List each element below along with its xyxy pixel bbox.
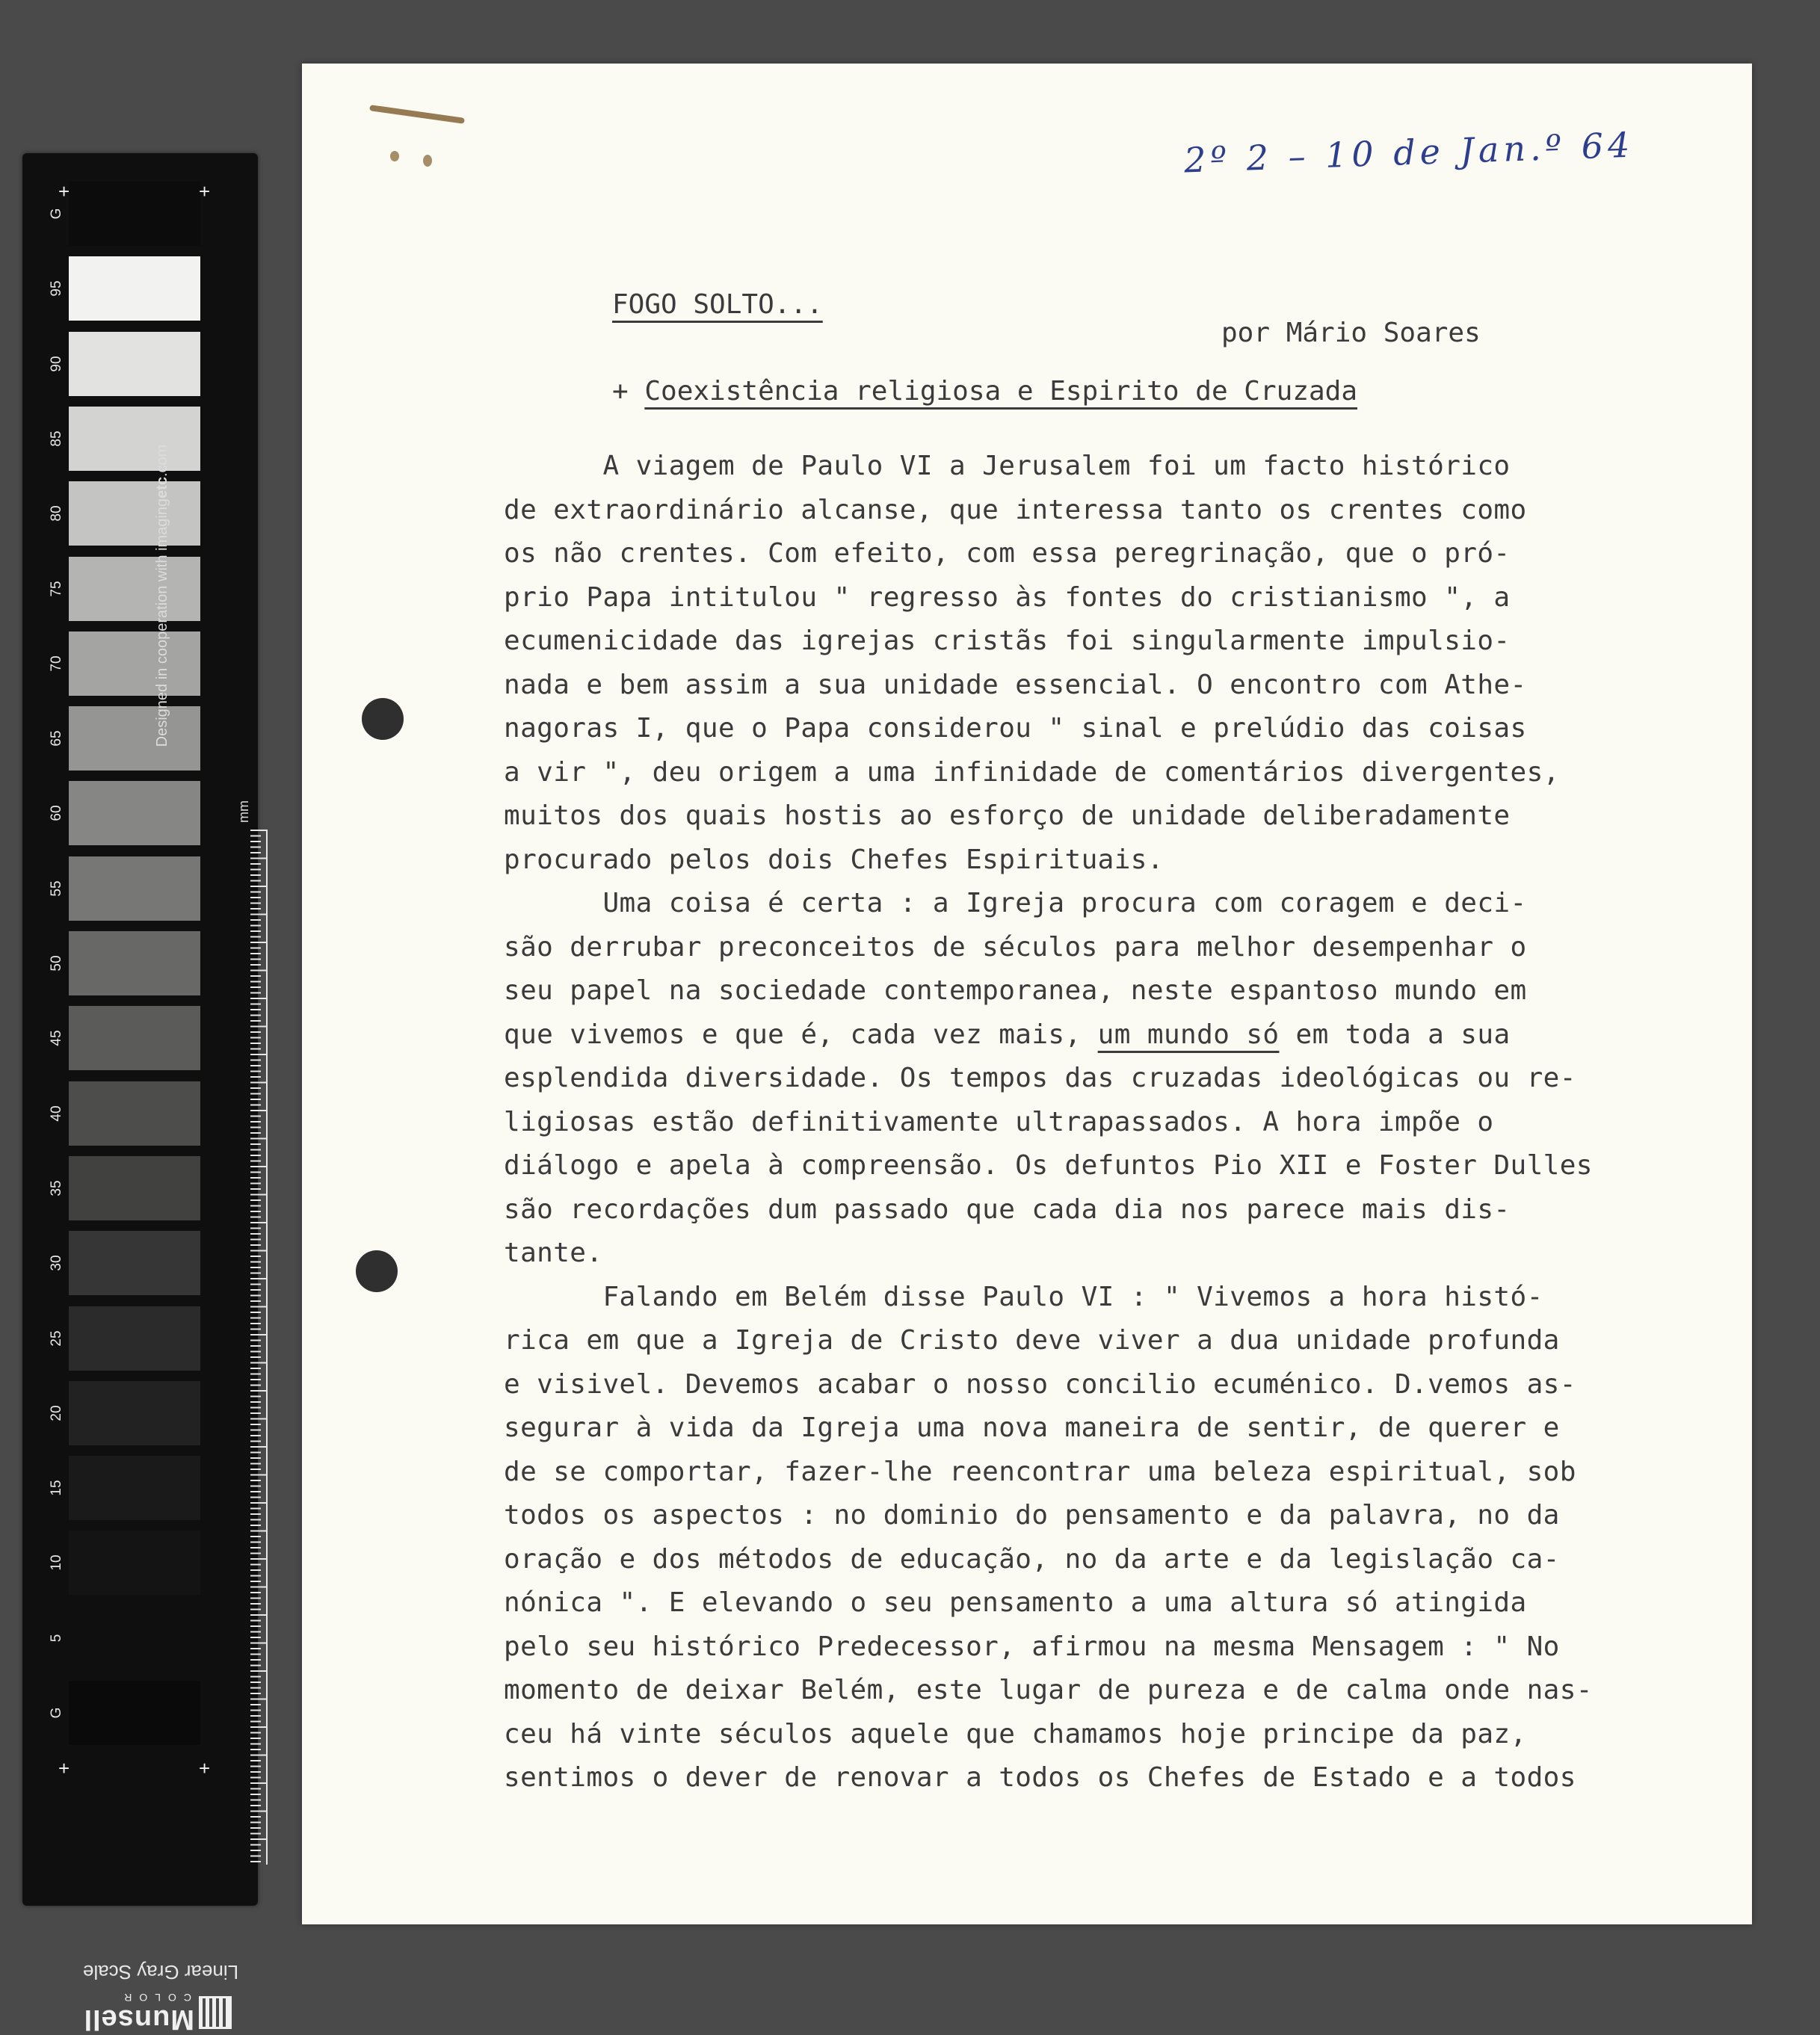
gray-patch-label: 55 [49, 880, 64, 897]
text-line: procurado pelos dois Chefes Espirituais. [504, 844, 1164, 875]
author-line: por Mário Soares [1221, 318, 1481, 348]
munsell-brand: Munsell [83, 2004, 194, 2035]
text-line: seu papel na sociedade contemporanea, neste espantoso mundo em [504, 975, 1527, 1006]
plus-mark-top-right: + [199, 180, 211, 203]
gray-patch [69, 931, 200, 995]
gray-patch [69, 407, 200, 471]
text-line: Falando em Belém disse Paulo VI : " Vivemos a hora histó- [504, 1281, 1543, 1312]
gray-patch-label: 60 [49, 805, 64, 821]
punch-hole-top [362, 698, 404, 740]
text-line: nónica ". E elevando o seu pensamento a uma altura só atingida [504, 1587, 1527, 1618]
gray-patch [69, 481, 200, 546]
gray-patch [69, 1231, 200, 1295]
plus-mark-top-left: + [58, 180, 70, 203]
text-line: nada e bem assim a sua unidade essencial. O encontro com Athe- [504, 669, 1527, 700]
text-line: diálogo e apela à compreensão. Os defuntos Pio XII e Foster Dulles [504, 1150, 1593, 1181]
rust-staple-mark [369, 105, 465, 124]
text-line: de se comportar, fazer-lhe reencontrar uma beleza espiritual, sob [504, 1456, 1576, 1487]
text-line: Uma coisa é certa : a Igreja procura com coragem e deci- [504, 888, 1527, 918]
subheading [612, 376, 1357, 407]
gray-patch [69, 1531, 200, 1595]
plus-mark-bottom-right: + [199, 1757, 211, 1779]
gray-patch-label: 85 [49, 430, 64, 447]
document-title: FOGO SOLTO... [612, 289, 823, 320]
gray-patch-label: 35 [49, 1180, 64, 1196]
text-line: segurar à vida da Igreja uma nova maneira de sentir, de querer e [504, 1412, 1560, 1443]
scale-title: Linear Gray Scale [82, 1961, 239, 1983]
munsell-sub: COLOR [117, 1992, 191, 2004]
gray-patch [69, 557, 200, 621]
gray-patch-label: 5 [49, 1634, 64, 1642]
credit-text: Designed in cooperation with imagingetc.com [154, 444, 170, 747]
body-text [504, 445, 1737, 1800]
gray-patch-label: 50 [49, 955, 64, 972]
gray-patch-label: 80 [49, 505, 64, 522]
gray-patch [69, 1606, 200, 1670]
gray-patch-label: 10 [49, 1554, 64, 1571]
gray-patch [69, 1681, 200, 1745]
ruler-unit: mm [236, 800, 251, 823]
gray-patch [69, 1156, 200, 1220]
gray-patch [69, 1456, 200, 1520]
gray-patch [69, 706, 200, 771]
ruler-major-ticks [250, 830, 267, 1865]
gray-patch-label: 90 [49, 356, 64, 372]
gray-patch-label: 95 [49, 280, 64, 297]
ruler-edge [266, 830, 268, 1865]
text-line: muitos dos quais hostis ao esforço de unidade deliberadamente [504, 800, 1511, 831]
gray-patch [69, 1081, 200, 1146]
text-line: rica em que a Igreja de Cristo deve viver a dua unidade profunda [504, 1325, 1560, 1356]
gray-patch-label: 65 [49, 730, 64, 747]
text-line: são derrubar preconceitos de séculos para melhor desempenhar o [504, 931, 1527, 963]
text-line: tante. [504, 1238, 603, 1268]
gray-patch [69, 182, 200, 246]
text-line: pelo seu histórico Predecessor, afirmou na mesma Mensagem : " No [504, 1631, 1560, 1662]
text-line: esplendida diversidade. Os tempos das cruzadas ideológicas ou re- [504, 1063, 1576, 1093]
text-line: de extraordinário alcanse, que interessa tanto os crentes como [504, 494, 1527, 525]
gray-patch-label: 70 [49, 655, 64, 672]
gray-patch [69, 332, 200, 396]
gray-patch [69, 856, 200, 921]
text-line [504, 1013, 1737, 1057]
text-line: ceu há vinte séculos aquele que chamamos hoje principe da paz, [504, 1718, 1527, 1750]
gray-patch [69, 1306, 200, 1371]
munsell-logo-icon [199, 1996, 232, 2029]
gray-patch [69, 256, 200, 321]
munsell-logo [75, 1993, 247, 2035]
gray-scale-card [22, 153, 258, 2035]
text-line: momento de deixar Belém, este lugar de pureza e de calma onde nas- [504, 1675, 1593, 1705]
gray-patch-label: 45 [49, 1030, 64, 1046]
document-page [302, 64, 1752, 1924]
gray-patch-label: 30 [49, 1255, 64, 1271]
gray-patch [69, 1006, 200, 1070]
gray-patch-label: G [49, 208, 64, 220]
gray-patch-label: 40 [49, 1105, 64, 1122]
text-segment: que vivemos e que é, cada vez mais, [504, 1019, 1098, 1050]
gray-patch-label: 75 [49, 580, 64, 597]
plus-mark-bottom-left: + [58, 1757, 70, 1779]
rust-spot [423, 155, 432, 167]
gray-patch [69, 1381, 200, 1445]
text-line: ecumenicidade das igrejas cristãs foi singularmente impulsio- [504, 626, 1511, 656]
gray-patch-label: 15 [49, 1480, 64, 1496]
text-line: são recordações dum passado que cada dia nos parece mais dis- [504, 1193, 1511, 1225]
text-line: todos os aspectos : no dominio do pensamento e da palavra, no da [504, 1500, 1560, 1531]
text-line: oração e dos métodos de educação, no da arte e da legislação ca- [504, 1543, 1560, 1575]
gray-patch-label: G [49, 1707, 64, 1719]
text-line: A viagem de Paulo VI a Jerusalem foi um facto histórico [504, 451, 1511, 481]
text-segment: em toda a sua [1279, 1019, 1511, 1050]
punch-hole-bottom [356, 1250, 398, 1292]
text-line: ligiosas estão definitivamente ultrapassados. A hora impõe o [504, 1106, 1494, 1137]
text-line: nagoras I, que o Papa considerou " sinal e prelúdio das coisas [504, 713, 1527, 744]
gray-patch [69, 632, 200, 696]
text-line: os não crentes. Com efeito, com essa peregrinação, que o pró- [504, 538, 1511, 569]
subheading-text: Coexistência religiosa e Espirito de Cruzada [644, 376, 1358, 407]
text-line: sentimos o dever de renovar a todos os Chefes de Estado e a todos [504, 1762, 1576, 1793]
subheading-bullet: + [612, 376, 645, 407]
gray-patch-label: 25 [49, 1330, 64, 1347]
text-line: prio Papa intitulou " regresso às fontes do cristianismo ", a [504, 581, 1511, 613]
gray-patch-label: 20 [49, 1405, 64, 1421]
gray-patch [69, 781, 200, 845]
text-line: e visivel. Devemos acabar o nosso concilio ecuménico. D.vemos as- [504, 1368, 1576, 1400]
handwritten-note: 2º 2 – 10 de Jan.º 64 [1183, 124, 1635, 181]
text-line: a vir ", deu origem a uma infinidade de comentários divergentes, [504, 756, 1560, 788]
rust-spot [390, 151, 399, 161]
underlined-phrase: um mundo só [1097, 1019, 1280, 1050]
